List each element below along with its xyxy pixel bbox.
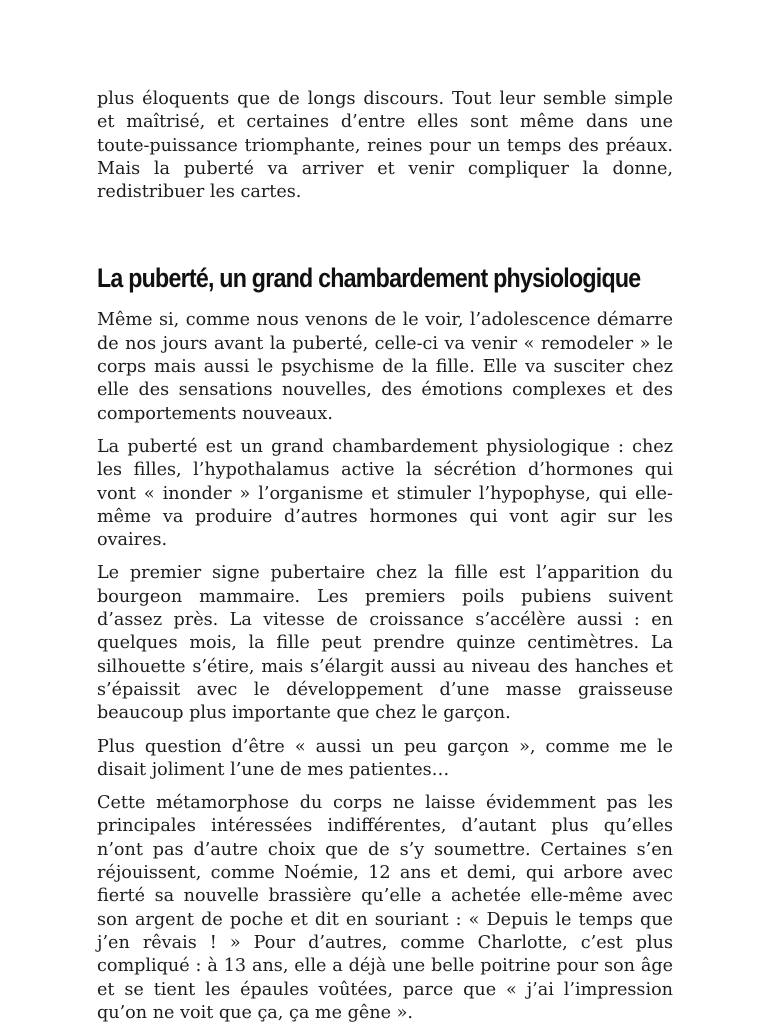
body-paragraph-4: Plus question d’être « aussi un peu garçon », comme me le disait joliment l’une de mes patientes… <box>97 736 673 780</box>
body-paragraph-3: Le premier signe pubertaire chez la fille est l’apparition du bourgeon mammaire. Les premiers poils pubiens suivent d’assez près. La vitesse de croissance s’accélère aussi : en quelques mois, la fille peut prendre quinze centimètres. La silhouette s’étire, mais s’élargit aussi au niveau des hanches et s’épaissit avec le développement d’une masse graisseuse beaucoup plus importante que chez le garçon. <box>97 563 673 724</box>
body-paragraph-5: Cette métamorphose du corps ne laisse évidemment pas les principales intéressées indifférentes, d’autant plus qu’elles n’ont pas d’autre choix que de s’y soumettre. Certaines s’en réjouissent, comme Noémie, 12 ans et demi, qui arbore avec fierté sa nouvelle brassière qu’elle a achetée elle-même avec son argent de poche et dit en souriant : « Depuis le temps que j’en rêvais ! » Pour d’autres, comme Charlotte, c’est plus compliqué : à 13 ans, elle a déjà une belle poitrine pour son âge et se tient les épaules voûtées, parce que « j’ai l’impression qu’on ne voit que ça, ça me gêne ». <box>97 793 673 1023</box>
body-paragraph-1: Même si, comme nous venons de le voir, l’adolescence démarre de nos jours avant la puberté, celle-ci va venir « remodeler » le corps mais aussi le psychisme de la fille. Elle va susciter chez elle des sensations nouvelles, des émotions complexes et des comportements nouveaux. <box>97 310 673 424</box>
body-paragraph-2: La puberté est un grand chambardement physiologique : chez les filles, l’hypothalamus active la sécrétion d’hormones qui vont « inonder » l’organisme et stimuler l’hypophyse, qui elle-même va produire d’autres hormones qui vont agir sur les ovaires. <box>97 436 673 551</box>
section-heading: La puberté, un grand chambardement physiologique <box>97 263 641 294</box>
intro-paragraph: plus éloquents que de longs discours. Tout leur semble simple et maîtrisé, et certaines d’entre elles sont même dans une toute-puissance triomphante, reines pour un temps des préaux. Mais la puberté va arriver et venir compliquer la donne, redistribuer les cartes. <box>97 89 673 203</box>
